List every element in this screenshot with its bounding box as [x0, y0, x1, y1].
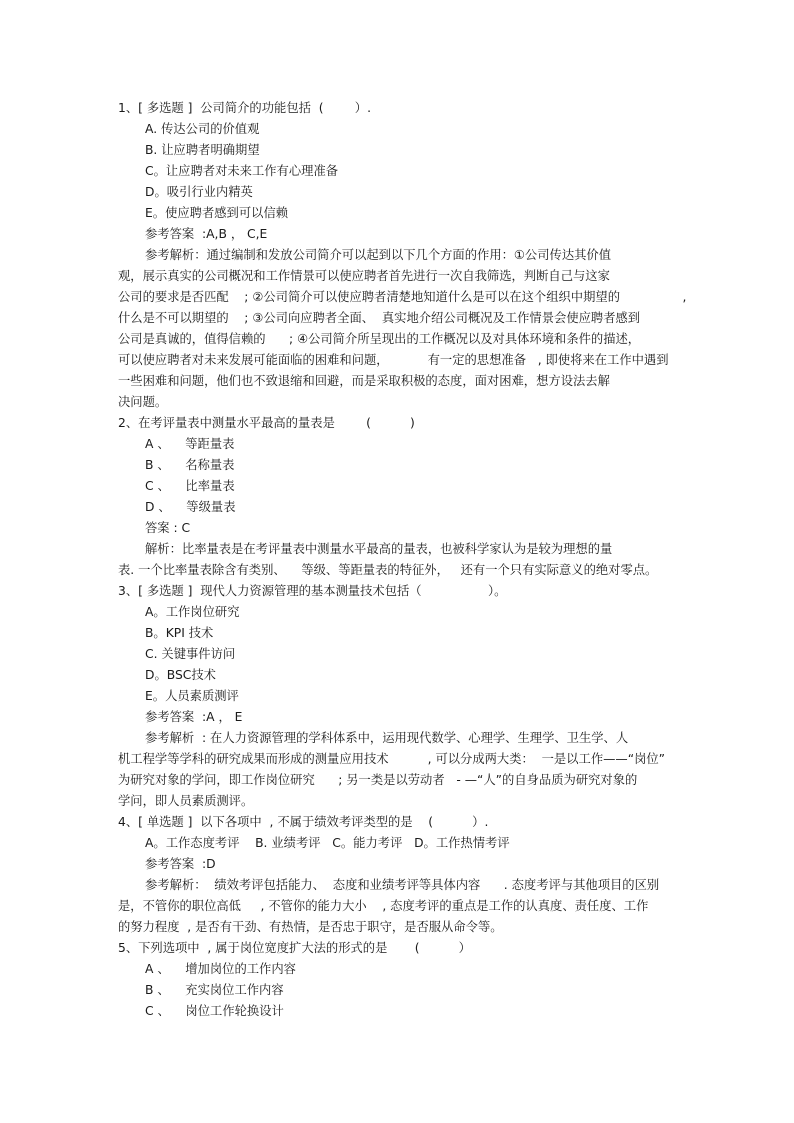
question-1-analysis-line: 一些困难和问题，他们也不致退缩和回避，而是采取积极的态度，面对困难，想方设法去解 [118, 374, 610, 388]
question-4-analysis-line: 参考解析： 绩效考评包括能力、 态度和业绩考评等具体内容 . 态度考评与其他项目的区别 [145, 878, 660, 892]
question-3-analysis-line: 机工程学等学科的研究成果而形成的测量应用技术 , 可以分成两大类： 一是以工作——“岗位” [118, 752, 666, 766]
question-3-option-c: C. 关键事件访问 [145, 647, 236, 661]
question-2-option-d: D 、 等级量表 [145, 500, 236, 514]
question-5-option-a: A 、 增加岗位的工作内容 [145, 962, 296, 976]
question-3-option-b: B。KPI 技术 [145, 626, 214, 640]
question-1-analysis-line: 决问题。 [118, 395, 168, 409]
question-3-option-e: E。人员素质测评 [145, 689, 239, 703]
question-2-analysis-line: 解析：比率量表是在考评量表中测量水平最高的量表，也被科学家认为是较为理想的量 [145, 542, 613, 556]
question-3-option-a: A。工作岗位研究 [145, 605, 240, 619]
question-3-answer: 参考答案 :A ， E [145, 710, 243, 724]
question-3-stem: 3、[ 多选题 ] 现代人力资源管理的基本测量技术包括（ ）。 [118, 584, 507, 598]
question-2-analysis-line: 表. 一个比率量表除含有类别、 等级、等距量表的特征外， 还有一个只有实际意义的绝对零点。 [118, 563, 658, 577]
question-1-analysis-line: 可以使应聘者对未来发展可能面临的困难和问题， 有一定的思想准备 , 即使将来在工作中遇到 [118, 353, 669, 367]
question-1-option-a: A. 传达公司的价值观 [145, 122, 260, 136]
question-5-option-c: C 、 岗位工作轮换设计 [145, 1004, 284, 1018]
question-4-stem: 4、[ 单选题 ] 以下各项中 , 不属于绩效考评类型的是 ( ）. [118, 815, 489, 829]
question-1-option-e: E。使应聘者感到可以信赖 [145, 206, 289, 220]
question-2-option-a: A 、 等距量表 [145, 437, 235, 451]
question-2-option-c: C 、 比率量表 [145, 479, 235, 493]
question-1-analysis-line: 参考解析：通过编制和发放公司简介可以起到以下几个方面的作用：①公司传达其价值 [145, 248, 612, 262]
question-1-stem: 1、[ 多选题 ] 公司简介的功能包括 ( ）. [118, 101, 372, 115]
question-2-stem: 2、在考评量表中测量水平最高的量表是 ( ) [118, 416, 415, 430]
question-1-analysis-line: 什么是不可以期望的 ; ③公司向应聘者全面、 真实地介绍公司概况及工作情景会使应聘者感到 [118, 311, 641, 325]
question-4-analysis-line: 的努力程度 , 是否有干劲、有热情，是否忠于职守，是否服从命令等。 [118, 920, 503, 934]
question-1-analysis-line: 公司的要求是否匹配 ; ②公司简介可以使应聘者清楚地知道什么是可以在这个组织中期望的 , [118, 290, 687, 304]
question-1-answer: 参考答案 :A,B ， C,E [145, 227, 268, 241]
question-5-stem: 5、下列选项中 , 属于岗位宽度扩大法的形式的是 ( ） [118, 941, 471, 955]
question-3-analysis-line: 参考解析 : 在人力资源管理的学科体系中，运用现代数学、心理学、生理学、卫生学、人 [145, 731, 629, 745]
question-3-analysis-line: 为研究对象的学问，即工作岗位研究 ; 另一类是以劳动者 - —“人”的自身品质为研究对象的 [118, 773, 638, 787]
question-5-option-b: B 、 充实岗位工作内容 [145, 983, 284, 997]
question-1-option-c: C。让应聘者对未来工作有心理准备 [145, 164, 339, 178]
question-2-option-b: B 、 名称量表 [145, 458, 235, 472]
question-2-answer: 答案 : C [145, 521, 191, 535]
question-4-answer: 参考答案 :D [145, 857, 216, 871]
question-1-analysis-line: 公司是真诚的，值得信赖的 ; ④公司简介所呈现出的工作概况以及对具体环境和条件的描述， [118, 332, 641, 346]
question-1-option-b: B. 让应聘者明确期望 [145, 143, 260, 157]
question-4-options: A。工作态度考评 B. 业绩考评 C。能力考评 D。工作热情考评 [145, 836, 510, 850]
question-3-option-d: D。BSC技术 [145, 668, 216, 682]
question-4-analysis-line: 是，不管你的职位高低 , 不管你的能力大小 , 态度考评的重点是工作的认真度、责任度、工作 [118, 899, 649, 913]
question-1-option-d: D。吸引行业内精英 [145, 185, 253, 199]
question-1-analysis-line: 观，展示真实的公司概况和工作情景可以使应聘者首先进行一次自我筛选，判断自己与这家 [118, 269, 610, 283]
question-3-analysis-line: 学问，即人员素质测评。 [118, 794, 254, 808]
